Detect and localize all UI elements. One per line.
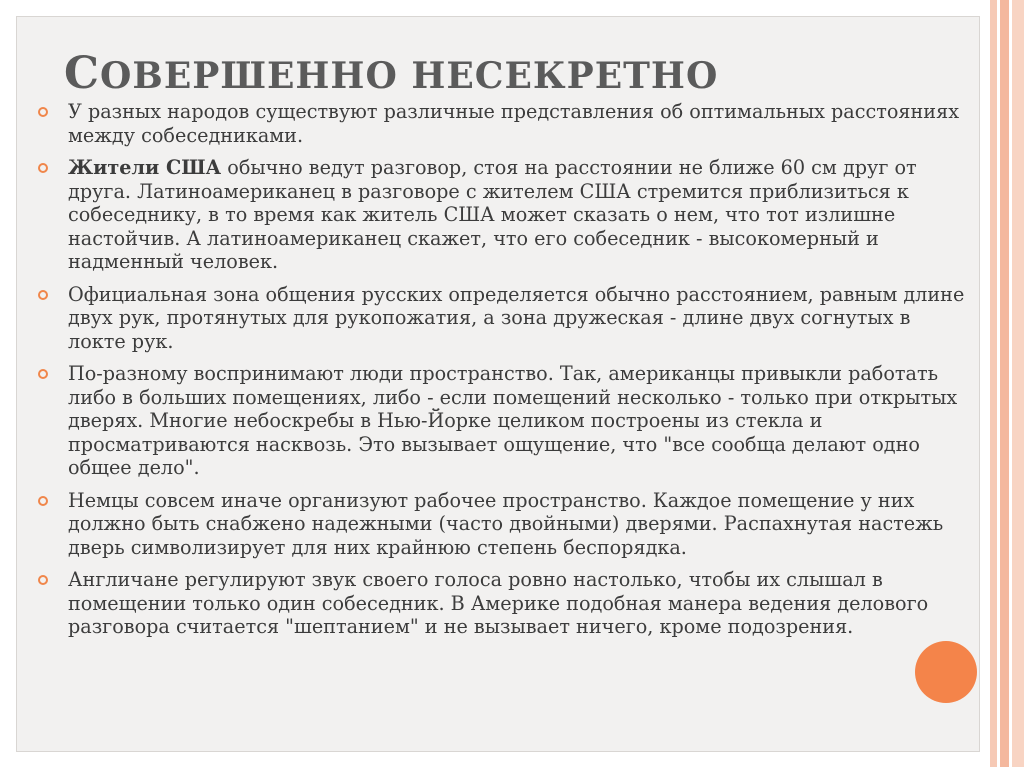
bullet-text: По-разному воспринимают люди пространство. Так, американцы привыкли работать либо в больших помещениях, либо - если помещений несколько - только при открытых дверях. Многие небоскребы в Нью-Йорке целиком построены из стекла и просматриваются насквозь. Это вызывает ощущение, что "все сообща делают одно общее дело". <box>68 362 958 479</box>
decorative-stripe <box>1000 0 1009 767</box>
title-initial: С <box>64 48 101 99</box>
bullet-text: Англичане регулируют звук своего голоса ровно настолько, чтобы их слышал в помещении только один собеседник. В Америке подобная манера ведения делового разговора считается "шептанием" и не вызывает ничего, кроме подозрения. <box>68 568 929 638</box>
decorative-circle <box>915 641 977 703</box>
slide-title <box>64 48 718 99</box>
bullet-item <box>34 489 969 560</box>
bullet-text: У разных народов существуют различные представления об оптимальных расстояниях между собеседниками. <box>68 100 960 147</box>
decorative-stripe <box>990 0 997 767</box>
title-rest: ОВЕРШЕННО НЕСЕКРЕТНО <box>100 55 719 97</box>
bullet-text: обычно ведут разговор, стоя на расстоянии не ближе 60 см друг от друга. Латиноамериканец в разговоре с жителем США стремится приблизиться к собеседнику, в то время как житель США может сказать о нем, что тот излишне настойчив. А латиноамериканец скажет, что его собеседник - высокомерный и надменный человек. <box>68 156 917 273</box>
bullet-text: Немцы совсем иначе организуют рабочее пространство. Каждое помещение у них должно быть снабжено надежными (часто двойными) дверями. Распахнутая настежь дверь символизирует для них крайнюю степень беспорядка. <box>68 488 944 559</box>
bullet-ring-icon <box>38 496 48 506</box>
bullet-item <box>34 568 969 639</box>
bullet-text: Официальная зона общения русских определяется обычно расстоянием, равным длине двух рук, протянутых для рукопожатия, а зона дружеская - длине двух согнутых в локте рук. <box>68 282 965 353</box>
bullet-item <box>34 362 969 480</box>
bullet-item <box>34 100 969 147</box>
bullet-ring-icon <box>38 290 48 300</box>
bullet-item <box>34 156 969 274</box>
bullet-ring-icon <box>38 369 48 379</box>
bullet-ring-icon <box>38 163 48 173</box>
decorative-stripe <box>1012 0 1024 767</box>
bullet-bold-text: Жители США <box>68 156 222 179</box>
bullet-ring-icon <box>38 107 48 117</box>
bullet-list <box>34 100 969 648</box>
bullet-item <box>34 283 969 354</box>
bullet-ring-icon <box>38 575 48 585</box>
